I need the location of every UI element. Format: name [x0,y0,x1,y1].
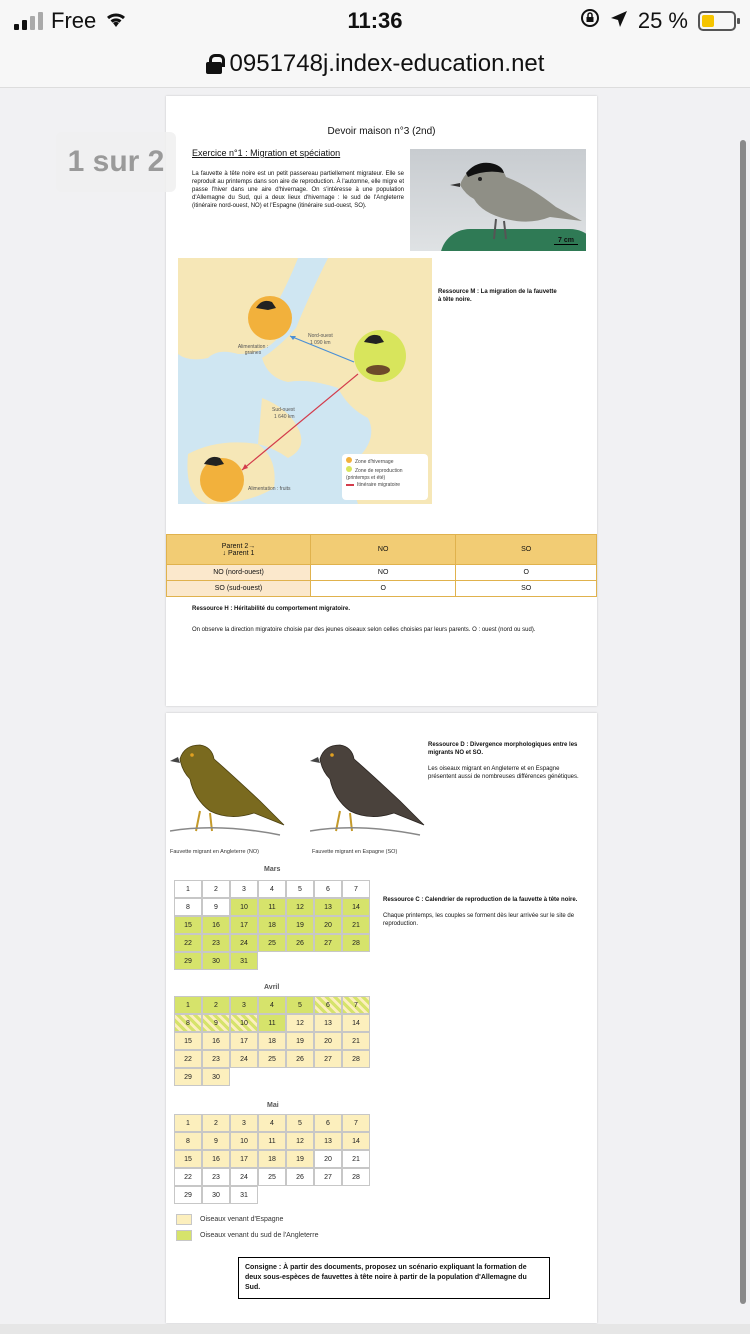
calendar-day: 20 [314,1032,342,1050]
calendar-day: 14 [342,1132,370,1150]
rotation-lock-icon [580,8,600,34]
calendar-day: 31 [230,1186,258,1204]
legend-breeding: Zone de reproduction (printemps et été) [346,468,403,481]
calendar-day: 29 [174,1068,202,1086]
bird-so-caption: Fauvette migrant en Espagne (SO) [312,849,398,855]
url-text[interactable]: 0951748j.index-education.net [229,49,545,77]
battery-percent: 25 % [637,8,688,33]
calendar-day: 23 [202,934,230,952]
document-page-1 [166,96,597,706]
calendar-day: 7 [342,996,370,1014]
calendar-day: 19 [286,1150,314,1168]
consigne-box: Consigne : À partir des documents, proposez un scénario expliquant la formation de deux sous-espèces de fauvettes à tête noire à partir de la population d'Allemagne du Sud. [238,1257,550,1299]
table-header-row [167,535,597,565]
calendar-day: 15 [174,916,202,934]
calendar-day: 1 [174,1114,202,1132]
address-bar[interactable] [0,40,750,88]
calendar-day: 21 [342,916,370,934]
calendar-day: 19 [286,1032,314,1050]
calendar-day: 4 [258,880,286,898]
calendar-day: 3 [230,1114,258,1132]
calendar-day: 2 [202,996,230,1014]
calendar-day: 30 [202,1186,230,1204]
calendar-day: 31 [230,952,258,970]
calendar-day: 6 [314,880,342,898]
table-row-label: NO (nord-ouest) [167,565,311,581]
calendar-day: 3 [230,996,258,1014]
month-title: Mai [267,1102,279,1109]
intro-text: La fauvette à tête noire est un petit passereau partiellement migrateur. Elle se reproduit au printemps dans son aire de reproduction. À l'automne, elle migre et passe l'hiver dans une aire d'hivernage. On s'intéresse à une population d'Allemagne du Sud, qui a deux lieux d'hivernage : le sud de l'Angleterre (itinéraire nord-ouest, NO) et l'Espagne (itinéraire sud-ouest, SO). [192,171,404,209]
calendar-day: 9 [202,1132,230,1150]
battery-icon [698,11,736,31]
legend-winter: Zone d'hivernage [346,457,424,466]
table-cell: O [311,581,456,597]
calendar-day: 7 [342,880,370,898]
table-header-no: NO [311,535,456,565]
calendar-day: 28 [342,1050,370,1068]
calendar-day: 16 [202,1032,230,1050]
calendar-day: 12 [286,1014,314,1032]
page-indicator: 1 sur 2 [56,132,176,192]
calendar-day: 2 [202,880,230,898]
calendar-day: 8 [174,1014,202,1032]
calendar-day: 5 [286,1114,314,1132]
calendar-day: 29 [174,1186,202,1204]
bird-photo [410,149,586,251]
legend-england [176,1230,318,1241]
calendar-day: 9 [202,1014,230,1032]
calendar-mai [174,1114,370,1204]
resource-d [428,741,588,781]
calendar-day: 11 [258,898,286,916]
calendar-day: 8 [174,898,202,916]
calendar-day: 25 [258,1050,286,1068]
calendar-day: 20 [314,1150,342,1168]
calendar-day: 12 [286,898,314,916]
calendar-day: 25 [258,1168,286,1186]
calendar-day: 23 [202,1168,230,1186]
calendar-day: 5 [286,996,314,1014]
resource-c-title: Ressource C : Calendrier de reproduction de la fauvette à tête noire. [383,897,578,903]
calendar-day: 16 [202,916,230,934]
calendar-day: 14 [342,898,370,916]
table-cell: O [456,565,597,581]
map-legend [342,454,428,500]
calendar-day: 25 [258,934,286,952]
calendar-day: 27 [314,934,342,952]
photo-scale: 7 cm [554,237,578,245]
table-row [167,581,597,597]
calendar-day: 24 [230,1050,258,1068]
calendar-day: 30 [202,1068,230,1086]
map-label-seeds: Alimentation : graines [237,344,269,356]
calendar-day: 9 [202,898,230,916]
calendar-day: 6 [314,1114,342,1132]
calendar-day: 21 [342,1150,370,1168]
calendar-day: 13 [314,1132,342,1150]
bird-so-illustration-icon [310,739,430,841]
document-page-2 [166,713,597,1323]
resource-d-title: Ressource D : Divergence morphologiques entre les migrants NO et SO. [428,742,578,756]
calendar-day: 18 [258,916,286,934]
resource-m-caption: Ressource M : La migration de la fauvette à tête noire. [438,289,557,303]
calendar-day: 1 [174,996,202,1014]
calendar-day: 30 [202,952,230,970]
calendar-day: 14 [342,1014,370,1032]
status-bar [0,0,750,40]
calendar-day: 15 [174,1150,202,1168]
calendar-day: 18 [258,1150,286,1168]
migration-map [178,258,432,504]
calendar-day: 15 [174,1032,202,1050]
calendar-day: 27 [314,1050,342,1068]
calendar-day: 5 [286,880,314,898]
month-title: Mars [264,866,281,873]
doc-title: Devoir maison n°3 (2nd) [327,126,436,137]
exercise-title: Exercice n°1 : Migration et spéciation [192,148,341,158]
blackcap-photo-icon [446,155,586,245]
calendar-day: 13 [314,1014,342,1032]
calendar-day: 6 [314,996,342,1014]
calendar-day: 13 [314,898,342,916]
calendar-day: 19 [286,916,314,934]
calendar-day: 10 [230,1132,258,1150]
calendar-day: 26 [286,934,314,952]
table-row-label: SO (sud-ouest) [167,581,311,597]
calendar-day: 1 [174,880,202,898]
table-cell: NO [311,565,456,581]
calendar-day: 24 [230,1168,258,1186]
calendar-day: 2 [202,1114,230,1132]
carrier-name: Free [51,8,97,33]
lock-icon [206,54,222,74]
calendar-day: 3 [230,880,258,898]
calendar-day: 18 [258,1032,286,1050]
calendar-day: 8 [174,1132,202,1150]
legend-route: Itinéraire migratoire [346,482,424,489]
calendar-day: 26 [286,1168,314,1186]
calendar-day: 17 [230,1032,258,1050]
calendar-day: 17 [230,916,258,934]
bird-no-illustration-icon [170,739,290,841]
month-title: Avril [264,984,280,991]
calendar-day: 24 [230,934,258,952]
calendar-day: 22 [174,1050,202,1068]
status-right [580,8,736,34]
heredity-table [166,534,597,597]
table-corner-cell: Parent 2→ ↓ Parent 1 [167,535,311,565]
calendar-avril [174,996,370,1086]
calendar-day: 28 [342,1168,370,1186]
calendar-day: 26 [286,1050,314,1068]
calendar-day: 29 [174,952,202,970]
bird-no-caption: Fauvette migrant en Angleterre (NO) [170,849,259,855]
calendar-day: 28 [342,934,370,952]
calendar-day: 20 [314,916,342,934]
legend-swatch-spain [176,1214,192,1225]
scrollbar[interactable] [740,140,746,1304]
calendar-day: 22 [174,934,202,952]
calendar-day: 4 [258,1114,286,1132]
map-label-fruits: Alimentation : fruits [248,486,291,492]
calendar-day: 23 [202,1050,230,1068]
calendar-day: 7 [342,1114,370,1132]
calendar-day: 22 [174,1168,202,1186]
calendar-day: 27 [314,1168,342,1186]
table-row [167,565,597,581]
clock: 11:36 [347,8,403,33]
calendar-day: 16 [202,1150,230,1168]
bottom-toolbar [0,1324,750,1334]
calendar-day: 17 [230,1150,258,1168]
resource-c-text: Chaque printemps, les couples se forment dès leur arrivée sur le site de reproduction. [383,913,575,927]
calendar-day: 21 [342,1032,370,1050]
map-label-sw-distance: 1 640 km [274,414,295,420]
calendar-day: 4 [258,996,286,1014]
calendar-day: 11 [258,1132,286,1150]
calendar-day: 10 [230,898,258,916]
calendar-mars [174,880,370,970]
location-icon [610,8,628,34]
resource-h-caption: Ressource H : Héritabilité du comportement migratoire. [192,606,351,612]
legend-swatch-england [176,1230,192,1241]
calendar-day: 11 [258,1014,286,1032]
legend-england-label: Oiseaux venant du sud de l'Angleterre [200,1232,319,1239]
resource-d-text: Les oiseaux migrant en Angleterre et en Espagne présentent aussi de nombreuses différences génétiques. [428,766,579,780]
table-cell: SO [456,581,597,597]
map-label-sw: Sud-ouest [272,407,295,413]
map-label-nw-distance: 1 090 km [310,340,331,346]
resource-c [383,896,583,928]
table-header-so: SO [456,535,597,565]
legend-spain [176,1214,283,1225]
map-label-nw: Nord-ouest [308,333,333,339]
legend-spain-label: Oiseaux venant d'Espagne [200,1216,284,1223]
calendar-day: 12 [286,1132,314,1150]
calendar-day: 10 [230,1014,258,1032]
observation-text: On observe la direction migratoire choisie par des jeunes oiseaux selon celles choisies par leurs parents. O : ouest (nord ou sud). [192,627,536,633]
